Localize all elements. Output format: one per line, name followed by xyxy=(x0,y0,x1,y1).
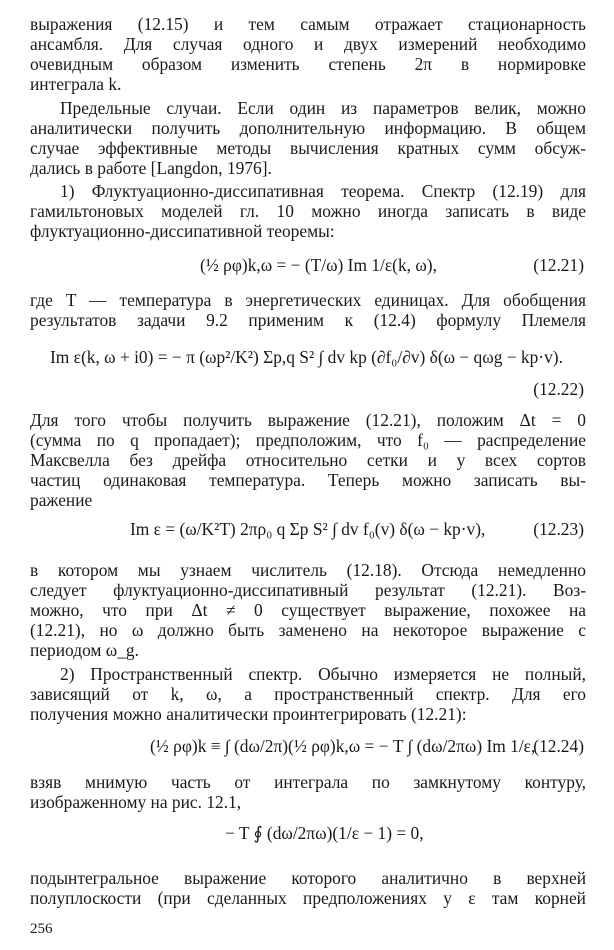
text-line: изображенному на рис. 12.1, xyxy=(30,792,242,812)
equation-number: (12.24) xyxy=(533,736,584,756)
text-line: выражения (12.15) и тем самым отражает стационарность xyxy=(30,14,586,34)
page-number: 256 xyxy=(30,921,53,937)
text-line: ражение xyxy=(30,490,93,510)
equation-12-21: (½ ρφ)k,ω = − (T/ω) Im 1/ε(k, ω), xyxy=(200,255,437,275)
text-line: подынтегральное выражение которого аналитично в верхней xyxy=(30,868,586,888)
text-line: случае эффективные методы вычисления кратных сумм обсуж- xyxy=(30,138,586,158)
text-line: результатов задачи 9.2 применим к (12.4) формулу Племеля xyxy=(30,310,586,330)
text-line: гамильтоновых моделей гл. 10 можно иногда записать в виде xyxy=(30,201,586,221)
text-line: полуплоскости (при сделанных предположениях у ε там корней xyxy=(30,888,586,908)
text-line: периодом ω_g. xyxy=(30,640,139,660)
equation-number: (12.21) xyxy=(533,255,584,275)
text-line: получения можно аналитически проинтегрировать (12.21): xyxy=(30,704,467,724)
text-line: интеграла k. xyxy=(30,74,122,94)
equation-12-22: Im ε(k, ω + i0) = − π (ωp²/K²) Σp,q S² ∫ dv kp (∂f₀/∂v) δ(ω − qωg − kp·v). xyxy=(50,347,563,367)
text-line: Предельные случаи. Если один из параметров велик, можно xyxy=(60,98,586,118)
text-line: 2) Пространственный спектр. Обычно измеряется не полный, xyxy=(60,664,586,684)
text-line: где T — температура в энергетических единицах. Для обобщения xyxy=(30,290,586,310)
equation-12-24: (½ ρφ)k ≡ ∫ (dω/2π)(½ ρφ)k,ω = − T ∫ (dω/2πω) Im 1/ε, xyxy=(150,736,536,756)
equation-contour: − T ∮ (dω/2πω)(1/ε − 1) = 0, xyxy=(225,823,424,843)
text-line: следует флуктуационно-диссипативный результат (12.21). Воз- xyxy=(30,580,586,600)
equation-12-23: Im ε = (ω/K²T) 2πρ₀ q Σp S² ∫ dv f₀(v) δ(ω − kp·v), xyxy=(130,519,486,539)
text-line: взяв мнимую часть от интеграла по замкнутому контуру, xyxy=(30,772,586,792)
text-line: Для того чтобы получить выражение (12.21), положим Δt = 0 xyxy=(30,410,586,430)
text-line: аналитически получить дополнительную информацию. В общем xyxy=(30,118,586,138)
text-line: очевидным образом изменить степень 2π в нормировке xyxy=(30,54,586,74)
equation-number: (12.22) xyxy=(533,379,584,399)
text-line: зависящий от k, ω, а пространственный спектр. Для его xyxy=(30,684,586,704)
text-line: 1) Флуктуационно-диссипативная теорема. Спектр (12.19) для xyxy=(60,181,586,201)
text-line: Максвелла без дрейфа относительно сетки и у всех сортов xyxy=(30,450,586,470)
text-line: в котором мы узнаем числитель (12.18). Отсюда немедленно xyxy=(30,560,586,580)
text-line: (12.21), но ω должно быть заменено на некоторое выражение с xyxy=(30,620,586,640)
text-line: частиц одинаковая температура. Теперь можно записать вы- xyxy=(30,470,586,490)
text-line: дались в работе [Langdon, 1976]. xyxy=(30,158,272,178)
text-line: можно, что при Δt ≠ 0 существует выражение, похожее на xyxy=(30,600,586,620)
text-line: ансамбля. Для случая одного и двух измерений необходимо xyxy=(30,34,586,54)
equation-number: (12.23) xyxy=(533,519,584,539)
text-line: флуктуационно-диссипативной теоремы: xyxy=(30,221,335,241)
text-line: (сумма по q пропадает); предположим, что f₀ — распределение xyxy=(30,430,586,450)
